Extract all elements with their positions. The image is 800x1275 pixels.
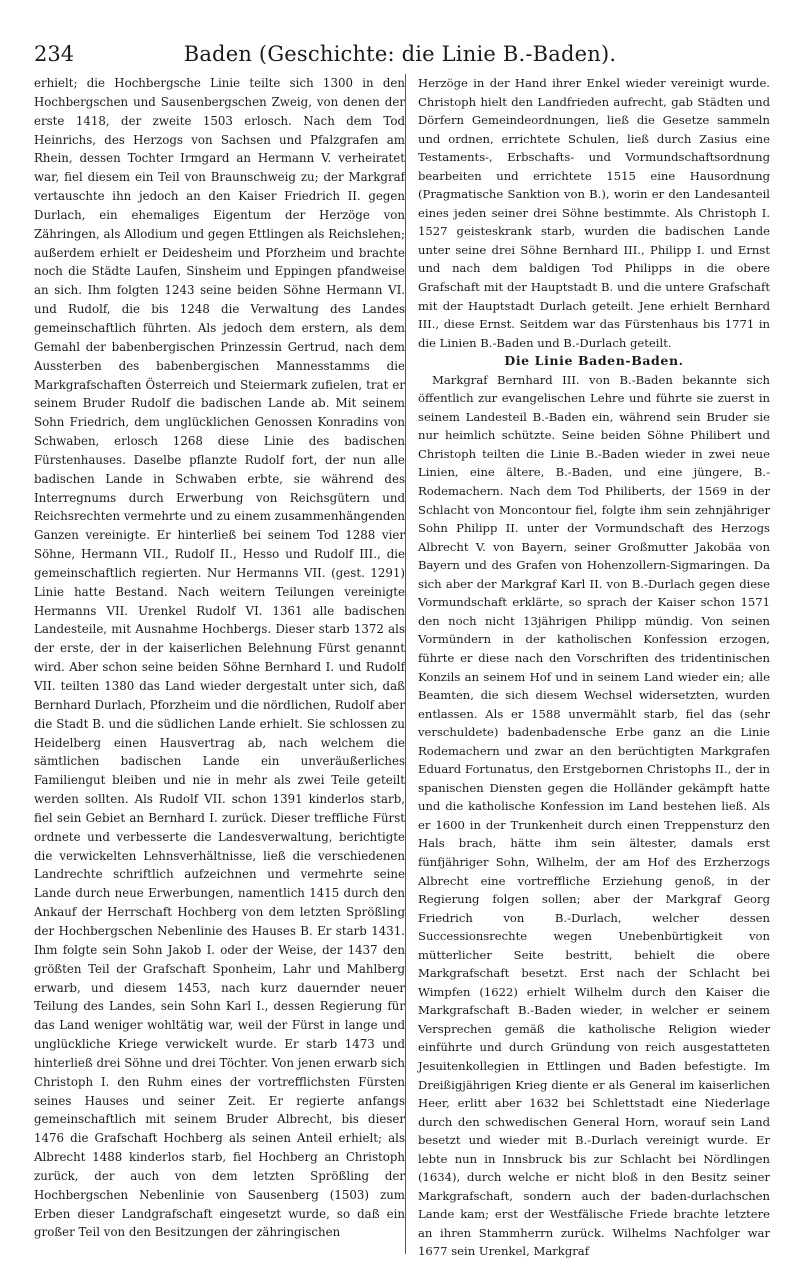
- running-title: Baden (Geschichte: die Linie B.-Baden).: [183, 42, 617, 66]
- section-heading: Die Linie Baden-Baden.: [504, 353, 684, 369]
- left-paragraph: erhielt; die Hochbergsche Linie teilte sich 1300 in den Hochbergschen und Sausenbergschen Zweig, von denen der erste 1418, der zweite 1503 erlosch. Nach dem Tod Heinrichs, des Herzogs von Sachsen und Pfalzgrafen am Rhein, dessen Tochter Irmgard an Hermann V. verheiratet war, fiel diesem ein Teil von Braunschweig zu; der Markgraf vertauschte ihn jedoch an den Kaiser Friedrich II. gegen Durlach, ein ehemaliges Eigentum der Herzöge von Zähringen, als Allodium und gegen Ettlingen als Reichslehen; außerdem erhielt er Deidesheim und Pforzheim und brachte noch die Städte Laufen, Sinsheim und Eppingen pfandweise an sich. Ihm folgten 1243 seine beiden Söhne Hermann VI. und Rudolf, die bis 1248 die Verwaltung des Landes gemeinschaftlich führten. Als jedoch dem erstern, als dem Gemahl der babenbergischen Prinzessin Gertrud, nach dem Aussterben des babenbergischen Mannesstamms die Markgrafschaften Österreich und Steiermark zufielen, trat er seinem Bruder Rudolf die badischen Lande ab. Mit seinem Sohn Friedrich, dem unglücklichen Genossen Konradins von Schwaben, erlosch 1268 diese Linie des badischen Fürstenhauses. Daselbe pflanzte Rudolf fort, der nun alle badischen Lande in Schwaben erbte, sie während des Interregnums durch Erwerbung von Reichsgütern und Reichsrechten vermehrte und zu einem zusammenhängenden Ganzen vereinigte. Er hinterließ bei seinem Tod 1288 vier Söhne, Hermann VII., Rudolf II., Hesso und Rudolf III., die gemeinschaftlich regierten. Nur Hermanns VII. (gest. 1291) Linie hatte Bestand. Nach weitern Teilungen vereinigte Hermanns VII. Urenkel Rudolf VI. 1361 alle badischen Landesteile, mit Ausnahme Hochbergs. Dieser starb 1372 als der erste, der in der kaiserlichen Belehnung Fürst genannt wird. Aber schon seine beiden Söhne Bernhard I. und Rudolf VII. teilten 1380 das Land wieder dergestalt unter sich, daß Bernhard Durlach, Pforzheim und die nördlichen, Rudolf aber die Stadt B. und die südlichen Lande erhielt. Sie schlossen zu Heidelberg einen Hausvertrag ab, nach welchem die sämtlichen badischen Lande ein unveräußerliches Familiengut bleiben und nie in mehr als zwei Teile geteilt werden sollten. Als Rudolf VII. schon 1391 kinderlos starb, fiel sein Gebiet an Bernhard I. zurück. Dieser treffliche Fürst ordnete und verbesserte die Landesverwaltung, berichtigte die verwickelten Lehnsverhältnisse, ließ die verschiedenen Landrechte schriftlich aufzeichnen und vermehrte seine Lande durch neue Erwerbungen, namentlich 1415 durch den Ankauf der Herrschaft Hochberg von dem letzten Sprößling der Hochbergschen Nebenlinie des Hauses B. Er starb 1431. Ihm folgte sein Sohn Jakob I. oder der Weise, der 1437 den größten Teil der Grafschaft Sponheim, Lahr und Mahlberg erwarb, und diesem 1453, nach kurz dauernder neuer Teilung des Landes, sein Sohn Karl I., dessen Regierung für das Land weniger wohltätig war, weil der Fürst in lange und unglückliche Kriege verwickelt wurde. Er starb 1473 und hinterließ drei Söhne und drei Töchter. Von jenen erwarb sich Christoph I. den Ruhm eines der vortrefflichsten Fürsten seines Hauses und seiner Zeit. Er regierte anfangs gemeinschaftlich mit seinem Bruder Albrecht, bis dieser 1476 die Grafschaft Hochberg als seinen Anteil erhielt; als Albrecht 1488 kinderlos starb, fiel Hochberg an Christoph zurück, der auch von dem letzten Sprößling der Hochbergschen Nebenlinie von Sausenberg (1503) zum Erben dieser Landgrafschaft eingesetzt wurde, so daß ein großer Teil von den Besitzungen der zähringischen: [34, 76, 405, 1240]
- column-divider: [405, 74, 406, 1254]
- page-number: 234: [34, 42, 75, 66]
- right-paragraph-2: Markgraf Bernhard III. von B.-Baden bekannte sich öffentlich zur evangelischen Lehre und führte sie zuerst in seinem Landesteil B.-Baden ein, während sein Bruder sie nur heimlich schützte. Seine beiden Söhne Philibert und Christoph teilten die Linie B.-Baden wieder in zwei neue Linien, eine ältere, B.-Baden, und eine jüngere, B.-Rodemachern. Nach dem Tod Philiberts, der 1569 in der Schlacht von Moncontour fiel, folgte ihm sein zehnjähriger Sohn Philipp II. unter der Vormundschaft des Herzogs Albrecht V. von Bayern, seiner Großmutter Jakobäa von Bayern und des Grafen von Hohenzollern-Sigmaringen. Da sich aber der Markgraf Karl II. von B.-Durlach gegen diese Vormundschaft erklärte, so sprach der Kaiser schon 1571 den noch nicht 13jährigen Philipp mündig. Von seinen Vormündern in der katholischen Konfession erzogen, führte er diese nach den Vorschriften des tridentinischen Konzils an seinem Hof und in seinem Land wieder ein; alle Beamten, die sich diesem Wechsel widersetzten, wurden entlassen. Als er 1588 unvermählt starb, fiel das (sehr verschuldete) badenbadensche Erbe ganz an die Linie Rodemachern und zwar an den berüchtigten Markgrafen Eduard Fortunatus, den Erstgebornen Christophs II., der in spanischen Diensten gegen die Holländer gekämpft hatte und die katholische Konfession im Land bestehen ließ. Als er 1600 in der Trunkenheit durch einen Treppensturz den Hals brach, hätte ihm sein ältester, damals erst fünfjähriger Sohn, Wilhelm, der am Hof des Erzherzogs Albrecht eine vortreffliche Erziehung genoß, in der Regierung folgen sollen; aber der Markgraf Georg Friedrich von B.-Durlach, welcher dessen Successionsrechte wegen Unebenbürtigkeit von mütterlicher Seite bestritt, behielt die obere Markgrafschaft besetzt. Erst nach der Schlacht bei Wimpfen (1622) erhielt Wilhelm durch den Kaiser die Markgrafschaft B.-Baden wieder, in welcher er seinem Versprechen gemäß die katholische Religion wieder einführte und durch Gründung von reich ausgestatteten Jesuitenkollegien in Ettlingen und Baden befestigte. Im Dreißigjährigen Krieg diente er als General im kaiserlichen Heer, erlitt aber 1632 bei Schlettstadt eine Niederlage durch den schwedischen General Horn, worauf sein Land besetzt und wieder mit B.-Durlach vereinigt wurde. Er lebte nun in Innsbruck bis zur Schlacht bei Nördlingen (1634), durch welche er nicht bloß in den Besitz seiner Markgrafschaft, sondern auch der baden-durlachschen Lande kam; erst der Westfälische Friede brachte letztere an ihren Stammherrn zurück. Wilhelms Nachfolger war 1677 sein Urenkel, Markgraf: [418, 372, 770, 1259]
- right-column: [418, 74, 770, 1261]
- page-header: [34, 40, 766, 70]
- left-column: [34, 74, 405, 1242]
- right-paragraph-1: Herzöge in der Hand ihrer Enkel wieder vereinigt wurde. Christoph hielt den Landfrieden aufrecht, gab Städten und Dörfern Gemeindeordnungen, ließ die Gesetze sammeln und ordnen, errichtete Schulen, ließ durch Zasius eine Testaments-, Erbschafts- und Vormundschaftsordnung bearbeiten und errichtete 1515 eine Hausordnung (Pragmatische Sanktion von B.), worin er den Landesanteil eines jeden seiner drei Söhne bestimmte. Als Christoph I. 1527 geisteskrank starb, wurden die badischen Lande unter seine drei Söhne Bernhard III., Philipp I. und Ernst und nach dem baldigen Tod Philipps in die obere Grafschaft mit der Hauptstadt B. und die untere Grafschaft mit der Hauptstadt Durlach geteilt. Jene erhielt Bernhard III., diese Ernst. Seitdem war das Fürstenhaus bis 1771 in die Linien B.-Baden und B.-Durlach geteilt.: [418, 76, 770, 350]
